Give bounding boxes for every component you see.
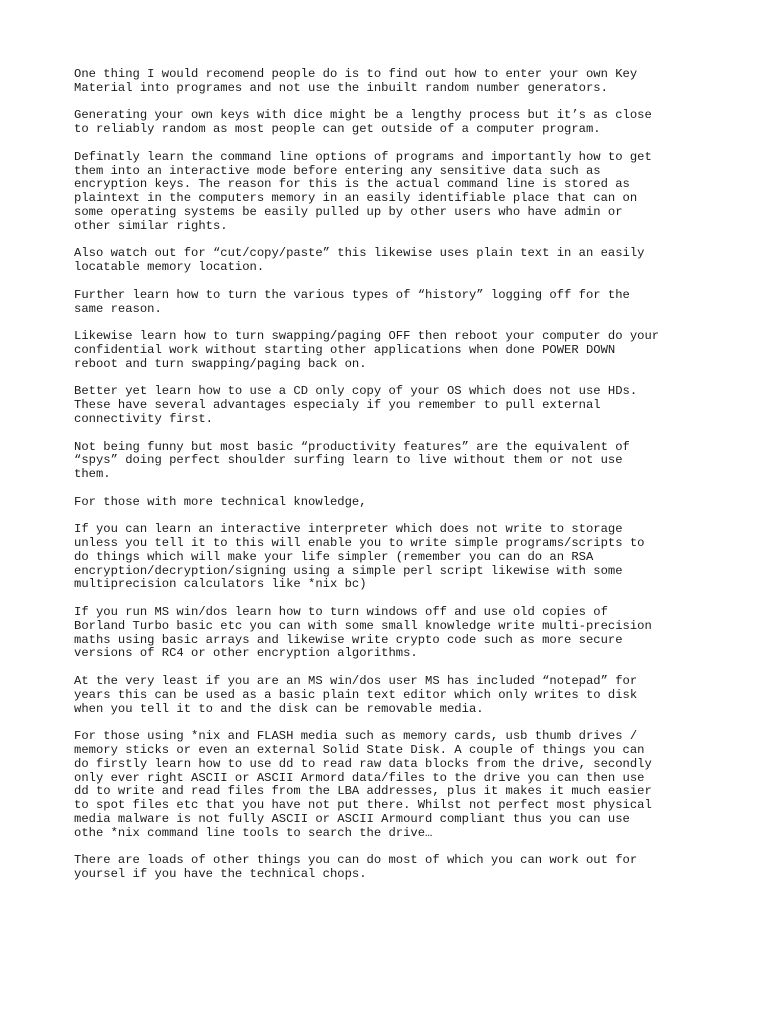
paragraph-cd-os: Better yet learn how to use a CD only copy of your OS which does not use HDs. These have several advantages especialy if you remember to pull external connectivity first. xyxy=(74,384,638,426)
paragraph-dice-keys: Generating your own keys with dice might be a lengthy process but it’s as close to reliably random as most people can get outside of a computer program. xyxy=(74,108,652,137)
paragraph-notepad: At the very least if you are an MS win/dos user MS has included “notepad” for years this can be used as a basic plain text editor which only writes to disk when you tell it to and the disk can be removable media. xyxy=(74,674,638,716)
paragraph-history-logging: Further learn how to turn the various types of “history” logging off for the same reason. xyxy=(74,287,630,316)
paragraph-flash-media: For those using *nix and FLASH media such as memory cards, usb thumb drives / memory sticks or even an external Solid State Disk. A couple of things you can do firstly learn how to use dd to read raw data blocks from the drive, secondly only ever right ASCII or ASCII Armord data/files to the drive you can then use dd to write and read files from the LBA addresses, plus it makes it much easier to spot files etc that you have not put there. Whilst not perfect most physical media malware is not fully ASCII or ASCII Armourd compliant thus you can use othe *nix command line tools to search the drive… xyxy=(74,729,652,840)
paragraph-swapping-paging: Likewise learn how to turn swapping/paging OFF then reboot your computer do your confidential work without starting other applications when done POWER DOWN reboot and turn swapping/paging back on. xyxy=(74,329,660,371)
paragraph-command-line: Definatly learn the command line options of programs and importantly how to get them into an interactive mode before entering any sensitive data such as encryption keys. The reason for this is the actual command line is stored as plaintext in the computers memory in an easily identifiable place that can on some operating systems be easily pulled up by other users who have admin or other similar rights. xyxy=(74,149,652,233)
paragraph-key-material: One thing I would recomend people do is to find out how to enter your own Key Material into programes and not use the inbuilt random number generators. xyxy=(74,67,638,95)
paragraph-technical-intro: For those with more technical knowledge, xyxy=(74,494,367,509)
paragraph-interactive-interpreter: If you can learn an interactive interpreter which does not write to storage unless you tell it to this will enable you to write simple programs/scripts to do things which will make your life simpler (remember you can do an RSA encryption/decryption/signing using a simple perl script likewise with some multiprecision calculators like *nix bc) xyxy=(74,522,645,592)
paragraph-ms-win-dos: If you run MS win/dos learn how to turn windows off and use old copies of Borland Turbo basic etc you can with some small knowledge write multi-precision maths using basic arrays and likewise write crypto code such as more secure versions of RC4 or other encryption algorithms. xyxy=(74,605,652,661)
paragraph-closing: There are loads of other things you can do most of which you can work out for yoursel if you have the technical chops. xyxy=(74,853,638,882)
document-body xyxy=(74,68,724,896)
paragraph-cut-copy-paste: Also watch out for “cut/copy/paste” this likewise uses plain text in an easily locatable memory location. xyxy=(74,246,645,275)
paragraph-productivity-features: Not being funny but most basic “productivity features” are the equivalent of “spys” doing perfect shoulder surfing learn to live without them or not use them. xyxy=(74,439,630,482)
